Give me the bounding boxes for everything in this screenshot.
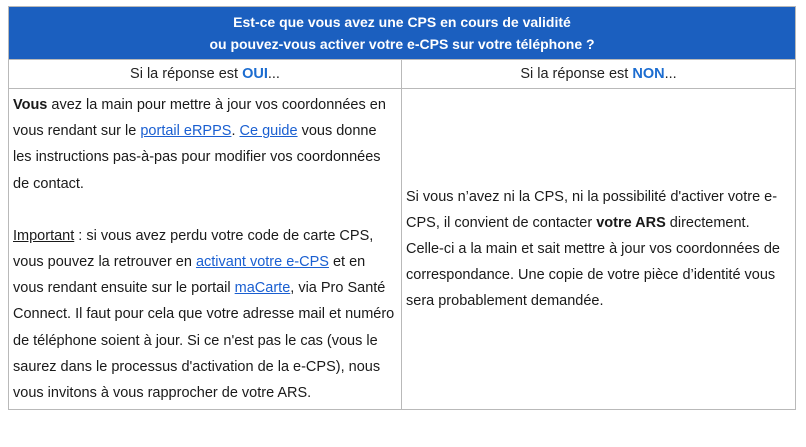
column-non-suffix: ... xyxy=(664,66,677,82)
non-cell xyxy=(402,89,796,410)
oui-p1-text-3: vous donne les instructions pas-à-pas pour modifier vos coordonnées de contact. xyxy=(13,123,381,192)
column-header-non xyxy=(402,60,796,89)
activer-ecps-link[interactable]: activant votre e-CPS xyxy=(195,254,329,271)
paragraph-spacer xyxy=(13,197,397,223)
oui-paragraph-2 xyxy=(13,223,397,406)
column-non-keyword: NON xyxy=(632,66,665,82)
portail-erpps-link[interactable]: portail eRPPS xyxy=(140,123,232,140)
column-header-oui xyxy=(9,60,402,89)
header-line-2: ou pouvez-vous activer votre e-CPS sur votre téléphone ? xyxy=(209,36,595,52)
non-paragraph xyxy=(406,184,791,315)
info-table-wrapper xyxy=(8,6,796,410)
vous-bold: Vous xyxy=(13,97,48,113)
table-header xyxy=(9,7,796,60)
header-line-1: Est-ce que vous avez une CPS en cours de validité xyxy=(233,14,571,30)
column-oui-keyword: OUI xyxy=(242,66,268,82)
column-non-prefix: Si la réponse est xyxy=(520,66,633,82)
oui-p2-text-3: , via Pro Santé Connect. Il faut pour cela que votre adresse mail et numéro de téléphone soient à jour. Si ce n'est pas le cas (vous le saurez dans le processus d'activation de la e-CPS), nous vous invitons à vous rapprocher de votre ARS. xyxy=(13,280,395,402)
oui-cell xyxy=(9,89,402,410)
ce-guide-link[interactable]: Ce guide xyxy=(239,123,298,140)
non-text-2: directement. Celle-ci a la main et sait mettre à jour vos coordonnées de correspondance. Une copie de votre pièce d’identité vous sera probablement demandée. xyxy=(406,214,780,310)
oui-p2-text-2: et en vous rendant ensuite sur le portail xyxy=(13,254,366,297)
non-text-1: Si vous n’avez ni la CPS, ni la possibilité d'activer votre e-CPS, il convient de contacter xyxy=(406,188,778,231)
macarte-link[interactable]: maCarte xyxy=(234,280,291,297)
column-oui-prefix: Si la réponse est xyxy=(130,66,243,82)
oui-p2-text-1: : si vous avez perdu votre code de carte CPS, vous pouvez la retrouver en xyxy=(13,227,374,271)
cps-info-table xyxy=(8,6,796,410)
votre-ars-bold: votre ARS xyxy=(596,214,666,231)
oui-paragraph-1 xyxy=(13,92,397,197)
important-label: Important xyxy=(13,227,75,244)
column-oui-suffix: ... xyxy=(267,66,280,82)
oui-p1-text-1: avez la main pour mettre à jour vos coordonnées en vous rendant sur le xyxy=(13,97,386,140)
oui-p1-text-2: . xyxy=(231,123,240,140)
